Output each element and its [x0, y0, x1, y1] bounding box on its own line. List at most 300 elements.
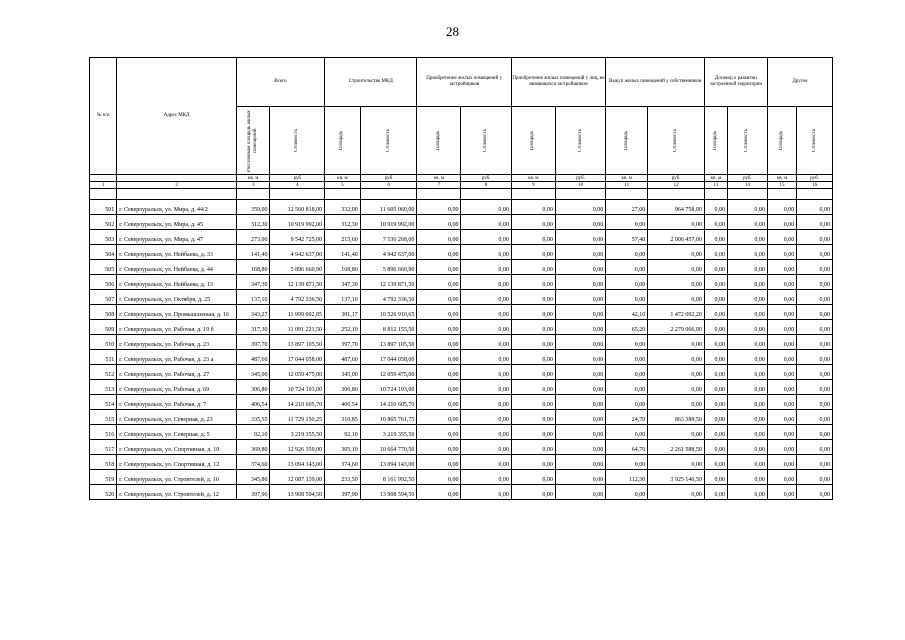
row-value: 10 919 992,00	[270, 215, 325, 230]
row-address: г. Североуральск, ул. Рабочая, д. 23	[117, 335, 237, 350]
row-value: 406,54	[325, 395, 361, 410]
row-value: 0,00	[511, 455, 555, 470]
row-value: 0,00	[417, 260, 461, 275]
row-value: 0,00	[417, 350, 461, 365]
table-row	[90, 350, 833, 365]
row-number: 509	[90, 320, 117, 335]
row-value: 0,00	[648, 380, 705, 395]
row-value: 0,00	[511, 365, 555, 380]
row-value: 0,00	[555, 470, 605, 485]
row-value: 0,00	[461, 440, 511, 455]
row-value: 13 897 105,50	[270, 335, 325, 350]
row-value: 8 161 992,50	[360, 470, 417, 485]
row-value: 397,90	[236, 485, 270, 500]
row-value: 0,00	[727, 245, 767, 260]
row-value: 12 926 359,00	[270, 440, 325, 455]
spacer-cell	[555, 189, 605, 200]
row-address: г. Североуральск, ул. Промышленная, д. 16	[117, 305, 237, 320]
row-value: 0,00	[704, 365, 727, 380]
unit-cell: руб.	[461, 175, 511, 182]
row-value: 0,00	[727, 485, 767, 500]
row-number: 519	[90, 470, 117, 485]
row-value: 0,00	[417, 290, 461, 305]
row-value: 0,00	[511, 245, 555, 260]
row-value: 343,27	[236, 305, 270, 320]
row-value: 0,00	[727, 455, 767, 470]
row-value: 0,00	[417, 410, 461, 425]
row-value: 92,10	[236, 425, 270, 440]
row-value: 3 219 355,50	[270, 425, 325, 440]
row-value: 0,00	[704, 425, 727, 440]
row-value: 0,00	[727, 440, 767, 455]
row-value: 1 472 092,20	[648, 305, 705, 320]
index-cell: 12	[648, 182, 705, 189]
row-value: 0,00	[797, 485, 833, 500]
row-value: 168,80	[236, 260, 270, 275]
header-row-index	[90, 182, 833, 189]
unit-cell: кв. м	[606, 175, 648, 182]
row-value: 487,60	[236, 350, 270, 365]
row-value: 0,00	[461, 335, 511, 350]
row-value: 0,00	[555, 290, 605, 305]
row-value: 0,00	[606, 365, 648, 380]
row-value: 0,00	[417, 395, 461, 410]
row-value: 0,00	[606, 335, 648, 350]
row-value: 0,00	[555, 455, 605, 470]
row-value: 0,00	[767, 260, 796, 275]
row-number: 514	[90, 395, 117, 410]
row-value: 273,00	[236, 230, 270, 245]
row-address: г. Североуральск, ул. Мира, д. 45	[117, 215, 237, 230]
row-address: г. Североуральск, ул. Строителей, д. 12	[117, 485, 237, 500]
row-value: 0,00	[461, 305, 511, 320]
row-value: 0,00	[461, 470, 511, 485]
row-number: 520	[90, 485, 117, 500]
row-value: 0,00	[797, 365, 833, 380]
row-value: 0,00	[767, 320, 796, 335]
row-number: 515	[90, 410, 117, 425]
row-value: 10 526 910,65	[360, 305, 417, 320]
row-value: 0,00	[797, 350, 833, 365]
header-row-groups	[90, 58, 833, 107]
header-subcolumn	[704, 107, 727, 175]
row-value: 57,40	[606, 230, 648, 245]
row-value: 0,00	[767, 440, 796, 455]
table-row	[90, 455, 833, 470]
row-value: 0,00	[555, 485, 605, 500]
row-value: 0,00	[767, 395, 796, 410]
row-value: 0,00	[797, 260, 833, 275]
row-value: 0,00	[767, 275, 796, 290]
row-value: 301,17	[325, 305, 361, 320]
unit-cell: руб.	[555, 175, 605, 182]
unit-cell	[90, 175, 117, 182]
row-value: 0,00	[461, 365, 511, 380]
table-row	[90, 215, 833, 230]
spacer-cell	[461, 189, 511, 200]
row-value: 2 261 588,50	[648, 440, 705, 455]
header-subcolumn	[417, 107, 461, 175]
row-value: 0,00	[555, 215, 605, 230]
row-value: 374,60	[325, 455, 361, 470]
row-value: 0,00	[727, 410, 767, 425]
row-value: 0,00	[767, 365, 796, 380]
row-value: 0,00	[797, 305, 833, 320]
row-value: 12 059 475,00	[360, 365, 417, 380]
row-value: 11 729 150,25	[270, 410, 325, 425]
row-value: 347,30	[325, 275, 361, 290]
table-header	[90, 58, 833, 189]
row-value: 0,00	[511, 200, 555, 215]
row-value: 0,00	[555, 245, 605, 260]
row-value: 0,00	[797, 230, 833, 245]
row-value: 0,00	[461, 410, 511, 425]
row-value: 11 999 002,85	[270, 305, 325, 320]
row-value: 12 560 818,00	[270, 200, 325, 215]
row-value: 0,00	[511, 320, 555, 335]
row-value: 0,00	[417, 320, 461, 335]
row-address: г. Североуральск, ул. Спортивная, д. 12	[117, 455, 237, 470]
row-number: 502	[90, 215, 117, 230]
table-row	[90, 470, 833, 485]
header-subcolumn	[325, 107, 361, 175]
row-value: 13 908 594,50	[360, 485, 417, 500]
row-value: 4 792 336,50	[270, 290, 325, 305]
row-value: 0,00	[727, 350, 767, 365]
row-value: 0,00	[606, 275, 648, 290]
row-value: 0,00	[727, 380, 767, 395]
row-value: 0,00	[797, 425, 833, 440]
row-value: 332,00	[325, 200, 361, 215]
row-value: 306,80	[325, 380, 361, 395]
row-number: 518	[90, 455, 117, 470]
row-value: 0,00	[767, 425, 796, 440]
header-subcolumn	[648, 107, 705, 175]
header-subcolumn-label: Стоимость	[673, 128, 679, 153]
row-value: 0,00	[606, 290, 648, 305]
row-number: 513	[90, 380, 117, 395]
index-cell: 15	[767, 182, 796, 189]
row-value: 0,00	[606, 350, 648, 365]
index-cell: 5	[325, 182, 361, 189]
row-value: 10 919 992,00	[360, 215, 417, 230]
row-address: г. Североуральск, ул. Нейбаева, д. 13	[117, 275, 237, 290]
row-value: 0,00	[797, 275, 833, 290]
row-value: 0,00	[704, 335, 727, 350]
row-value: 0,00	[767, 215, 796, 230]
row-value: 141,40	[325, 245, 361, 260]
row-value: 397,90	[325, 485, 361, 500]
row-value: 0,00	[704, 470, 727, 485]
row-value: 0,00	[767, 380, 796, 395]
index-cell: 4	[270, 182, 325, 189]
row-value: 0,00	[797, 290, 833, 305]
row-value: 0,00	[555, 350, 605, 365]
row-value: 112,30	[606, 470, 648, 485]
row-value: 0,00	[606, 455, 648, 470]
row-value: 10 724 193,00	[360, 380, 417, 395]
row-address: г. Североуральск, ул. Рабочая, д. 27	[117, 365, 237, 380]
row-address: г. Североуральск, ул. Мира, д. 47	[117, 230, 237, 245]
row-value: 17 044 058,00	[360, 350, 417, 365]
table-row	[90, 230, 833, 245]
row-address: г. Североуральск, ул. Рабочая, д. 7	[117, 395, 237, 410]
unit-cell: кв. м	[325, 175, 361, 182]
row-value: 0,00	[417, 215, 461, 230]
spacer-cell	[511, 189, 555, 200]
row-value: 0,00	[606, 380, 648, 395]
table-row	[90, 275, 833, 290]
header-subcolumn	[727, 107, 767, 175]
header-subcolumn	[270, 107, 325, 175]
row-value: 0,00	[555, 365, 605, 380]
index-cell: 10	[555, 182, 605, 189]
row-value: 5 896 660,90	[360, 260, 417, 275]
row-value: 0,00	[704, 275, 727, 290]
row-number: 508	[90, 305, 117, 320]
row-value: 13 094 143,00	[360, 455, 417, 470]
row-number: 517	[90, 440, 117, 455]
row-value: 0,00	[797, 410, 833, 425]
row-value: 0,00	[461, 260, 511, 275]
row-address: г. Североуральск, ул. Северная, д. 5	[117, 425, 237, 440]
row-value: 0,00	[511, 410, 555, 425]
row-value: 0,00	[461, 380, 511, 395]
row-value: 0,00	[555, 305, 605, 320]
row-value: 0,00	[704, 410, 727, 425]
spacer-cell	[417, 189, 461, 200]
row-value: 0,00	[767, 335, 796, 350]
row-value: 0,00	[417, 440, 461, 455]
table-row	[90, 260, 833, 275]
row-number: 512	[90, 365, 117, 380]
index-cell: 1	[90, 182, 117, 189]
spacer-cell	[727, 189, 767, 200]
row-value: 4 942 637,00	[360, 245, 417, 260]
row-value: 0,00	[704, 320, 727, 335]
header-no: № п/п	[90, 58, 117, 175]
row-value: 0,00	[417, 470, 461, 485]
row-value: 0,00	[767, 305, 796, 320]
row-address: г. Североуральск, ул. Мира, д. 44/2	[117, 200, 237, 215]
row-value: 0,00	[797, 200, 833, 215]
spacer-cell	[270, 189, 325, 200]
row-value: 0,00	[417, 425, 461, 440]
row-value: 0,00	[461, 425, 511, 440]
row-value: 0,00	[797, 395, 833, 410]
row-address: г. Североуральск, ул. Нейбаева, д. 44	[117, 260, 237, 275]
row-value: 359,00	[236, 200, 270, 215]
row-value: 4 792 336,50	[360, 290, 417, 305]
row-value: 0,00	[648, 290, 705, 305]
row-value: 0,00	[606, 485, 648, 500]
row-value: 0,00	[767, 230, 796, 245]
row-value: 13 897 105,50	[360, 335, 417, 350]
row-value: 863 388,50	[648, 410, 705, 425]
row-value: 487,60	[325, 350, 361, 365]
row-value: 13 908 594,50	[270, 485, 325, 500]
spacer-cell	[236, 189, 270, 200]
row-value: 0,00	[511, 230, 555, 245]
table-row	[90, 200, 833, 215]
row-value: 310,85	[325, 410, 361, 425]
row-value: 374,60	[236, 455, 270, 470]
row-value: 12 087 139,00	[270, 470, 325, 485]
row-address: г. Североуральск, ул. Октября, д. 25	[117, 290, 237, 305]
header-group: Всего	[236, 58, 324, 107]
unit-cell	[117, 175, 237, 182]
spacer-cell	[797, 189, 833, 200]
row-value: 0,00	[767, 200, 796, 215]
row-value: 0,00	[767, 350, 796, 365]
row-value: 0,00	[417, 455, 461, 470]
table-row	[90, 365, 833, 380]
row-value: 0,00	[704, 245, 727, 260]
header-subcolumn-label: Стоимость	[744, 128, 750, 153]
row-value: 0,00	[511, 275, 555, 290]
row-value: 0,00	[555, 335, 605, 350]
row-value: 0,00	[727, 305, 767, 320]
row-value: 0,00	[511, 470, 555, 485]
header-subcolumn	[606, 107, 648, 175]
row-value: 2 279 066,00	[648, 320, 705, 335]
row-value: 0,00	[555, 230, 605, 245]
row-value: 0,00	[727, 365, 767, 380]
row-value: 0,00	[417, 305, 461, 320]
row-value: 0,00	[767, 410, 796, 425]
row-value: 0,00	[797, 320, 833, 335]
header-group: Выкуп жилых помещений у собственников	[606, 58, 705, 107]
row-address: г. Североуральск, ул. Рабочая, д. 69	[117, 380, 237, 395]
index-cell: 2	[117, 182, 237, 189]
row-value: 0,00	[461, 485, 511, 500]
unit-cell: кв. м	[767, 175, 796, 182]
row-value: 0,00	[648, 245, 705, 260]
row-value: 0,00	[555, 395, 605, 410]
row-address: г. Североуральск, ул. Нейбаева, д. 33	[117, 245, 237, 260]
row-value: 215,60	[325, 230, 361, 245]
header-subcolumn	[555, 107, 605, 175]
row-value: 0,00	[461, 230, 511, 245]
spacer-cell	[90, 189, 117, 200]
row-value: 8 812 155,50	[360, 320, 417, 335]
row-value: 11 091 221,50	[270, 320, 325, 335]
row-value: 0,00	[727, 275, 767, 290]
header-group: Строительство МКД	[325, 58, 417, 107]
header-group: Приобретение жилых помещений у застройщиков	[417, 58, 511, 107]
table-row	[90, 245, 833, 260]
index-cell: 6	[360, 182, 417, 189]
row-value: 7 536 268,00	[360, 230, 417, 245]
row-value: 12 059 475,00	[270, 365, 325, 380]
row-value: 0,00	[727, 200, 767, 215]
row-value: 141,40	[236, 245, 270, 260]
table-row	[90, 485, 833, 500]
row-value: 0,00	[648, 275, 705, 290]
row-value: 0,00	[704, 380, 727, 395]
row-number: 504	[90, 245, 117, 260]
index-cell: 8	[461, 182, 511, 189]
row-value: 0,00	[461, 245, 511, 260]
spacer-cell	[606, 189, 648, 200]
row-value: 0,00	[555, 410, 605, 425]
row-value: 0,00	[511, 290, 555, 305]
row-value: 406,54	[236, 395, 270, 410]
header-subcolumn-label: Расселяемая площадь жилых помещений	[247, 109, 259, 172]
spacer-cell	[325, 189, 361, 200]
row-value: 0,00	[648, 395, 705, 410]
unit-cell: руб.	[648, 175, 705, 182]
row-value: 0,00	[461, 455, 511, 470]
row-value: 0,00	[417, 365, 461, 380]
header-group: Другое	[767, 58, 832, 107]
row-value: 964 758,00	[648, 200, 705, 215]
row-value: 13 094 143,00	[270, 455, 325, 470]
header-group: Договор о развитии застроенной территории	[704, 58, 767, 107]
row-value: 10 664 770,50	[360, 440, 417, 455]
row-value: 0,00	[555, 320, 605, 335]
row-value: 0,00	[417, 335, 461, 350]
unit-cell: руб	[360, 175, 417, 182]
row-value: 0,00	[797, 335, 833, 350]
row-value: 0,00	[511, 215, 555, 230]
index-cell: 7	[417, 182, 461, 189]
row-value: 0,00	[704, 440, 727, 455]
row-value: 0,00	[511, 335, 555, 350]
row-value: 0,00	[461, 275, 511, 290]
row-value: 369,80	[236, 440, 270, 455]
row-value: 0,00	[461, 200, 511, 215]
table-row	[90, 305, 833, 320]
header-subcolumn-label: Площадь	[339, 130, 345, 151]
row-value: 0,00	[511, 380, 555, 395]
row-value: 0,00	[704, 200, 727, 215]
table-row	[90, 410, 833, 425]
row-value: 0,00	[606, 245, 648, 260]
row-value: 0,00	[511, 395, 555, 410]
row-value: 3 925 146,50	[648, 470, 705, 485]
index-cell: 3	[236, 182, 270, 189]
row-value: 0,00	[648, 425, 705, 440]
table-row	[90, 320, 833, 335]
row-value: 0,00	[704, 260, 727, 275]
row-value: 14 210 605,70	[360, 395, 417, 410]
row-address: г. Североуральск, ул. Спортивная, д. 10	[117, 440, 237, 455]
row-value: 0,00	[417, 230, 461, 245]
row-address: г. Североуральск, ул. Рабочая, д. 19 б	[117, 320, 237, 335]
row-value: 0,00	[727, 290, 767, 305]
header-group: Приобретение жилых помещений у лиц, не являющихся застройщиком	[511, 58, 605, 107]
row-value: 0,00	[704, 290, 727, 305]
row-number: 516	[90, 425, 117, 440]
row-value: 0,00	[555, 260, 605, 275]
row-value: 0,00	[417, 245, 461, 260]
row-number: 505	[90, 260, 117, 275]
row-number: 511	[90, 350, 117, 365]
header-subcolumn	[797, 107, 833, 175]
row-value: 0,00	[555, 275, 605, 290]
row-value: 0,00	[606, 395, 648, 410]
row-value: 0,00	[511, 485, 555, 500]
spacer-cell	[648, 189, 705, 200]
row-value: 0,00	[511, 425, 555, 440]
header-subcolumn-label: Стоимость	[385, 128, 391, 153]
row-value: 0,00	[767, 485, 796, 500]
row-value: 0,00	[417, 275, 461, 290]
unit-cell: кв. м	[511, 175, 555, 182]
header-subcolumn-label: Площадь	[435, 130, 441, 151]
row-value: 312,30	[325, 215, 361, 230]
